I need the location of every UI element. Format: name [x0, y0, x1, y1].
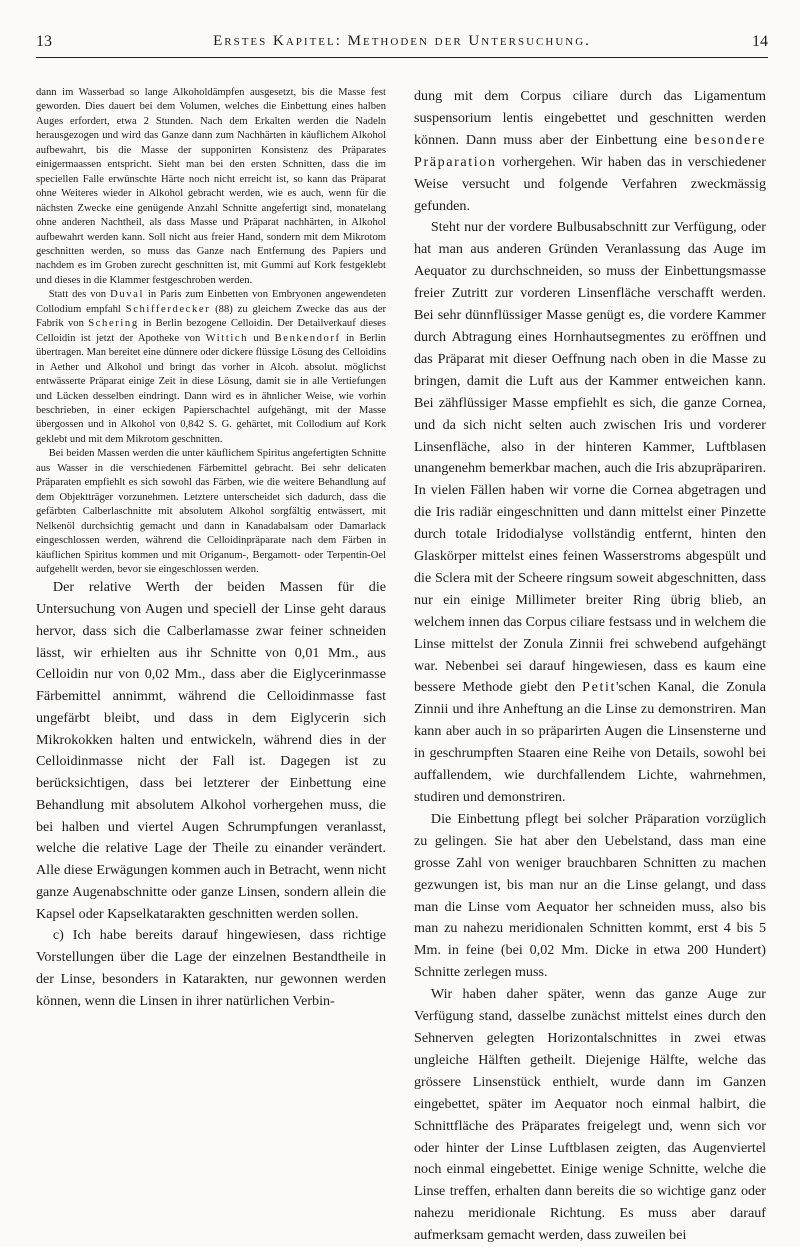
page-number-left: 13 [36, 33, 52, 50]
paragraph: dann im Wasserbad so lange Alkoholdämpfen ausgesetzt, bis die Masse fest geworden. Dies dauert bei dem Volumen, welches die Einbettung eines halben Auges erfordert, etwa 2 Stunden. Nach dem Erkalten werden die Nadeln herausgezogen und wird das Ganze dann zum Nachhärten in käuflichem Alkohol aufbewahrt, bis die Masse der supponirten Konsistenz des Präparates einigermaassen entspricht. Sieht man bei den ersten Schnitten, dass die im speciellen Falle erwünschte Härte noch nicht erreicht ist, so kann das Präparat ohne Weiteres wieder in Alkohol gebracht werden, wie es auch, wenn für die nächsten Zwecke eine genügende Anzahl Schnitte angefertigt sind, monatelang ohne anderen Nachtheil, als dass Masse und Präparat nachhärten, in Alkohol aufbewahrt werden kann. Soll nicht aus freier Hand, sondern mit dem Mikrotom geschnitten werden, so muss das Ganze nach Entfernung des Papiers und nachdem es im Groben zurecht geschnitten ist, mit Gummi auf Kork festgeklebt und dieses in die Klammer festgeschroben werden. [36, 87, 386, 286]
paragraph: Bei beiden Massen werden die unter käuflichem Spiritus angefertigten Schnitte aus Wasser in die verschiedenen Färbemittel gebracht. Bei sehr delicaten Präparaten empfiehlt es sich sowohl das Färben, wie die weitere Behandlung auf dem Objektträger vorzunehmen. Letztere unterscheidet sich dadurch, dass die gefärbten Calberlaschnitte mit absolutem Alkohol sorgfältig entwässert, mit Nelkenöl durchsichtig gemacht und dann in Kanadabalsam oder Damarlack eingeschlossen werden, während die Celloidinpräparate nach dem Färben in käuflichen Spiritus kommen und mit Origanum-, Bergamott- oder Terpentin-Oel aufgehellt werden, bevor sie eingeschlossen werden. [36, 448, 386, 575]
right-column [414, 86, 767, 1244]
emphasized-term: besondere Präparation [414, 131, 766, 170]
paragraph: Der relative Werth der beiden Massen für die Untersuchung von Augen und speciell der Linse geht daraus hervor, dass sich die Calberlamasse zwar feiner schneiden lässt, wir erhielten aus ihr Schnitte von 0,01 Mm., aus Celloidin nur von 0,02 Mm., dass aber die Eiglycerinmasse Färbemittel annimmt, während die Celloidinmasse fast ungefärbt bleibt, und dass in dem Eiglycerin sich Mikrokokken halten und entwickeln, während dies in der Celloidinmasse nicht der Fall ist. Dagegen ist zu berücksichtigen, dass bei letzterer der Einbettung eine Behandlung mit absolutem Alkohol vorhergehen muss, die bei halben und viertel Augen Schrumpfungen veranlasst, welche die relative Lage der Theile zu einander verändert. Alle diese Erwägungen kommen auch in Betracht, wenn nicht ganze Augenabschnitte oder ganze Linsen, sondern allein die Kapsel oder Kapselkatarakten geschnitten werden sollen. [36, 579, 386, 922]
left-column [36, 86, 386, 1061]
author-name: Schifferdecker [125, 303, 211, 315]
author-name: Petit [582, 679, 617, 696]
running-header [36, 33, 768, 58]
author-name: Duval [110, 289, 144, 301]
running-title: Erstes Kapitel: Methoden der Untersuchung. [213, 33, 591, 49]
paragraph: Statt des von Duval in Paris zum Einbetten von Embryonen angewendeten Collodium empfahl Schifferdecker (88) zu gleichem Zwecke das aus der Fabrik von Schering in Berlin bezogene Celloidin. Der Detailverkauf dieses Celloidin ist jetzt der Apotheke von Wittich und Benkendorf in Berlin übertragen. Man bereitet eine dünnere oder dickere flüssige Lösung des Celloidins in Aether und Alkohol und bringt das vorher in Alcoh. absolut. möglichst entwässerte Präparat einige Zeit in diese Lösung, damit sie in alle Vertiefungen und Lücken desselben eindringt. Dann wird es in ähnlicher Weise, wie vorhin beschrieben, in einer eckigen Papierschachtel aufgehängt, mit der Masse übergossen und in Alkohol von 0,842 S. G. gehärtet, mit Collodium auf Kork geklebt und mit dem Mikrotom geschnitten. [36, 289, 386, 445]
main-text-section [36, 577, 386, 1012]
author-name: Schering [88, 318, 139, 330]
paragraph: c) Ich habe bereits darauf hingewiesen, dass richtige Vorstellungen über die Lage der einzelnen Bestandtheile in der Linse, besonders in Katarakten, nur gewonnen werden können, wenn die Linsen in ihrer natürlichen Verbin- [36, 927, 386, 1009]
paragraph: Wir haben daher später, wenn das ganze Auge zur Verfügung stand, dasselbe zunächst mittelst eines durch den Sehnerven gelegten Horizontalschnittes in zwei etwas ungleiche Hälften getheilt. Diejenige Hälfte, welche das grössere Linsenstück enthielt, wurde dann im Ganzen eingebettet, später im Aequator noch einmal halbirt, die Schnittfläche des Präparates freigelegt und, wenn sich vor oder hinter der Linse Luftblasen zeigten, das Augenviertel noch einmal eingebettet. Einige wenige Schnitte, welche die Linse treffen, erhalten dann bereits die so wichtige ganz oder nahezu meridionale Richtung. Es muss aber darauf aufmerksam gemacht werden, dass zuweilen bei [414, 986, 766, 1244]
page-number-right: 14 [752, 33, 768, 50]
small-print-section [36, 86, 386, 577]
paragraph: Die Einbettung pflegt bei solcher Präparation vorzüglich zu gelingen. Sie hat aber den Uebelstand, dass man eine grosse Zahl von weniger brauchbaren Schnitten zu machen gezwungen ist, bis man nur an die Linse gelangt, und dass man die Linse vom Aequator her schneiden muss, also bis man zu nahezu meridionalen Schnitten kommt, erst 4 bis 5 Mm. in feine (bei 0,02 Mm. Dicke in etwa 200 Hundert) Schnitte zerlegen muss. [414, 810, 766, 981]
paragraph: Steht nur der vordere Bulbusabschnitt zur Verfügung, oder hat man aus anderen Gründen Veranlassung das Auge im Aequator zu durchschneiden, so muss der Einbettungsmasse freier Zutritt zur vorderen Linsenfläche verschafft werden. Bei sehr dünnflüssiger Masse genügt es, die vordere Kammer durch Abtragung eines Hornhautsegmentes zu eröffnen und das Präparat mit dieser Oeffnung nach oben in die Masse zu bringen, damit die Luft aus der Kammer entweichen kann. Bei zähflüssiger Masse empfiehlt es sich, die ganze Cornea, und da sich nicht selten auch zwischen Iris und vorderer Linsenfläche, also in der hinteren Kammer, Luftblasen unangenehm bemerkbar machen, auch die Iris abzupräpariren. In vielen Fällen haben wir vorne die Cornea abgetragen und die Iris radiär eingeschnitten und dann mittelst einer Pinzette durch totale Iridodialyse vollständig entfernt, hinten den Glaskörper mittelst eines feinen Wasserstroms abgespült und die Sclera mit der Scheere ringsum soweit abgeschnitten, dass nur ein einige Millimeter breiter Ring übrig blieb, an welchem innen das Corpus ciliare festsass und in welchem die Linse mittelst der Zonula Zinnii frei schwebend aufgehängt war. Nebenbei sei darauf hingewiesen, dass es kaum eine bessere Methode giebt den Petit'schen Kanal, die Zonula Zinnii und ihre Anheftung an die Linse zu demonstriren. Man kann aber auch in so präparirten Augen die Linsensterne und in geschrumpften Staaren eine Reihe von Details, sowohl bei auffallendem, wie durchfallendem Lichte, wahrnehmen, studiren und demonstriren. [414, 219, 767, 805]
author-name: Benkendorf [274, 332, 341, 344]
author-name: Wittich [205, 332, 249, 344]
paragraph: dung mit dem Corpus ciliare durch das Ligamentum suspensorium lentis eingebettet und geschnitten werden können. Dann muss aber der Einbettung eine besondere Präparation vorhergehen. Wir haben das in verschiedener Weise versucht und folgende Verfahren zweckmässig gefunden. [414, 88, 766, 214]
